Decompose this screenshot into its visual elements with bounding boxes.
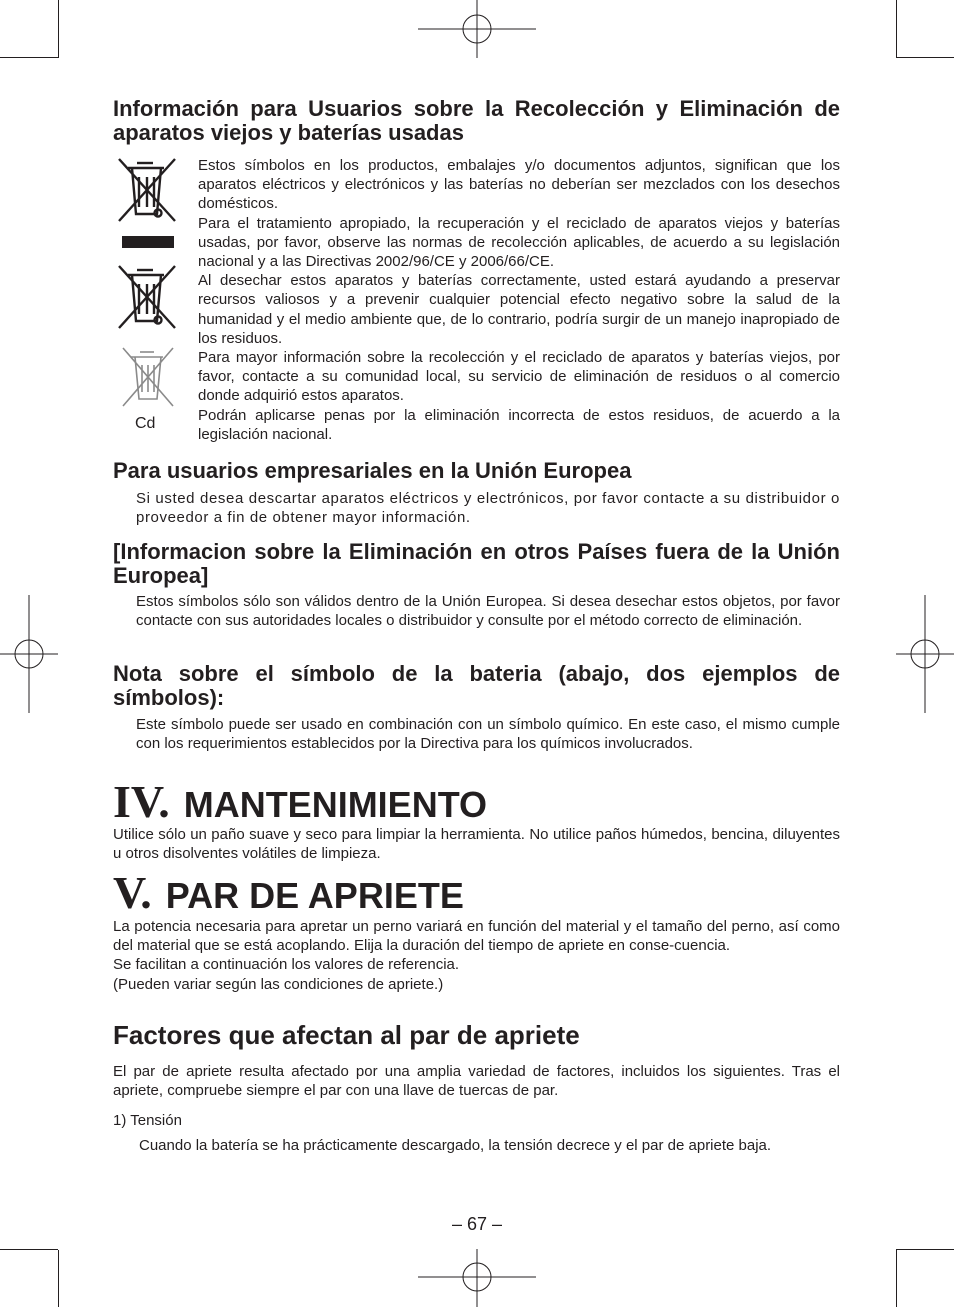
crop-mark (896, 0, 897, 58)
registration-mark-icon (0, 595, 58, 713)
paragraph: Al desechar estos aparatos y baterías correctamente, usted estará ayudando a preservar recursos valiosos y a prevenir cualquier potencial efecto negativo sobre la salud de la humanidad y el medio ambiente que, de lo contrario, podría surgir de un manejo inapropiado de los residuos. (198, 272, 840, 347)
section-heading-maintenance (113, 776, 488, 828)
section-title: PAR DE APRIETE (165, 875, 464, 916)
heading-recycling: Información para Usuarios sobre la Recolección y Eliminación de aparatos viejos y baterías usadas (113, 96, 840, 145)
crossed-bin-icon (113, 262, 183, 332)
crossed-bin-battery-icon (113, 344, 183, 414)
maintenance-text: Utilice sólo un paño suave y seco para limpiar la herramienta. No utilice paños húmedos, bencina, diluyentes u otros disolventes volátiles de limpieza. (113, 826, 840, 863)
page-number: – 67 – (451, 1214, 503, 1234)
crop-mark (896, 1250, 897, 1307)
crop-mark (896, 1249, 954, 1250)
crop-mark (0, 57, 58, 58)
paragraph: Podrán aplicarse penas por la eliminación incorrecta de estos residuos, de acuerdo a la legislación nacional. (198, 406, 840, 443)
battery-symbol-text: Este símbolo puede ser usado en combinación con un símbolo químico. En este caso, el mismo cumple con los requerimientos establecidos por la Directiva para los químicos involucrados. (136, 716, 840, 753)
paragraph: (Pueden variar según las condiciones de apriete.) (113, 975, 444, 993)
registration-mark-icon (418, 1249, 536, 1307)
heading-business-users: Para usuarios empresariales en la Unión Europea (113, 458, 632, 483)
factors-text: El par de apriete resulta afectado por una amplia variedad de factores, incluidos los siguientes. Tras el apriete, compruebe siempre el par con una llave de tuercas de par. (113, 1063, 840, 1100)
paragraph: Para mayor información sobre la recolección y el reciclado de aparatos y baterías viejos, por favor, contacte a su comunidad local, su servicio de eliminación de residuos o al comercio donde adquirió estos aparatos. (198, 349, 840, 405)
paragraph: Para el tratamiento apropiado, la recuperación y el reciclado de aparatos viejos y baterías usadas, por favor, observe las normas de recolección aplicables, de acuerdo a su legislación nacional y a las Directivas 2002/96/CE y 2006/66/CE. (198, 214, 840, 271)
registration-mark-icon (896, 595, 954, 713)
paragraph: La potencia necesaria para apretar un perno variará en función del material y el tamaño del perno, así como del material que se está acoplando. Elija la duración del tiempo de apriete en conse-cuencia. (113, 918, 840, 955)
list-item-label: 1) Tensión (113, 1112, 182, 1129)
heading-factors: Factores que afectan al par de apriete (113, 1020, 580, 1050)
list-item-text: Cuando la batería se ha prácticamente descargado, la tensión decrece y el par de apriete baja. (139, 1137, 772, 1154)
recycling-text-block (198, 156, 840, 444)
business-text: Si usted desea descartar aparatos eléctricos y electrónicos, por favor contacte a su distribuidor o proveedor a fin de obtener mayor información. (136, 490, 840, 527)
section-numeral: IV. (113, 776, 170, 827)
paragraph: Estos símbolos en los productos, embalajes y/o documentos adjuntos, significan que los aparatos eléctricos y electrónicos y las baterías no deberían ser mezclados con los desechos domésticos. (198, 157, 840, 213)
crop-mark (896, 57, 954, 58)
paragraph: Se facilitan a continuación los valores de referencia. (113, 956, 460, 974)
registration-mark-icon (418, 0, 536, 58)
crop-mark (58, 1250, 59, 1307)
crossed-bin-with-bar-icon (113, 155, 183, 251)
section-title: MANTENIMIENTO (183, 784, 488, 825)
heading-outside-eu: [Informacion sobre la Eliminación en otros Países fuera de la Unión Europea] (113, 539, 840, 588)
torque-text-block (113, 917, 840, 994)
crop-mark (58, 0, 59, 58)
cd-chemical-symbol: Cd (135, 415, 156, 432)
outside-eu-text: Estos símbolos sólo son válidos dentro de la Unión Europea. Si desea desechar estos objetos, por favor contacte con sus autoridades locales o distribuidor y consulte por el método correcto de eliminación. (136, 593, 840, 630)
section-numeral: V. (113, 867, 152, 918)
section-heading-torque (113, 867, 464, 919)
crop-mark (0, 1249, 58, 1250)
heading-battery-symbol: Nota sobre el símbolo de la bateria (abajo, dos ejemplos de símbolos): (113, 661, 840, 710)
